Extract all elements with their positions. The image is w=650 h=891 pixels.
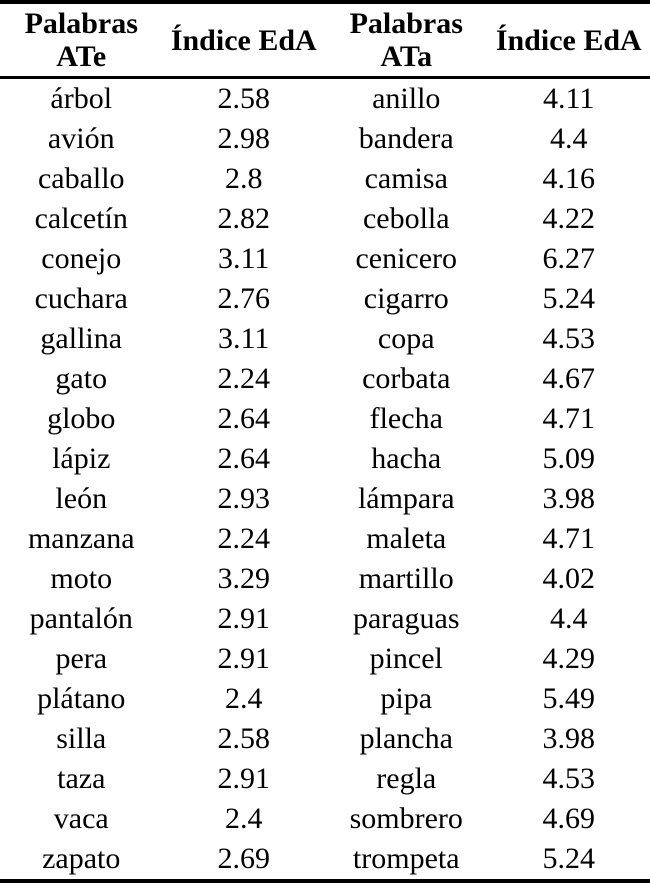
table-row bbox=[0, 639, 650, 679]
index-cell: 4.71 bbox=[542, 402, 595, 435]
index-cell: 4.02 bbox=[542, 562, 595, 595]
word-cell: martillo bbox=[358, 562, 454, 595]
index-cell: 2.58 bbox=[217, 722, 270, 755]
word-cell: trompeta bbox=[352, 842, 460, 875]
col-header-palabras-ate-line: Palabras bbox=[24, 7, 138, 40]
col-header-indice-eda-right-line: Índice EdA bbox=[495, 23, 642, 57]
word-cell: pincel bbox=[369, 642, 443, 675]
word-cell: pipa bbox=[380, 682, 433, 715]
index-cell: 4.67 bbox=[542, 362, 595, 395]
index-cell: 2.58 bbox=[217, 82, 270, 115]
table-row bbox=[0, 479, 650, 519]
table-row bbox=[0, 839, 650, 881]
word-cell: cuchara bbox=[34, 282, 128, 315]
col-header-indice-eda-right bbox=[488, 2, 650, 78]
index-cell: 2.91 bbox=[217, 602, 270, 635]
col-header-palabras-ate-line: ATe bbox=[56, 40, 107, 73]
index-cell: 2.4 bbox=[225, 802, 263, 835]
word-cell: corbata bbox=[362, 362, 451, 395]
index-cell: 5.24 bbox=[542, 282, 595, 315]
index-cell: 2.69 bbox=[217, 842, 270, 875]
word-cell: gato bbox=[55, 362, 108, 395]
index-cell: 2.91 bbox=[217, 642, 270, 675]
table-row bbox=[0, 78, 650, 120]
table-row bbox=[0, 679, 650, 719]
index-cell: 2.76 bbox=[217, 282, 270, 315]
word-cell: conejo bbox=[41, 242, 122, 275]
index-cell: 2.64 bbox=[217, 402, 270, 435]
word-cell: regla bbox=[376, 762, 437, 795]
col-header-indice-eda-left bbox=[163, 2, 326, 78]
word-cell: moto bbox=[50, 562, 113, 595]
index-cell: 3.11 bbox=[218, 242, 270, 275]
index-cell: 4.4 bbox=[550, 602, 588, 635]
index-cell: 4.69 bbox=[542, 802, 595, 835]
index-cell: 4.53 bbox=[542, 762, 595, 795]
table-row bbox=[0, 159, 650, 199]
word-cell: anillo bbox=[372, 82, 441, 115]
index-cell: 4.53 bbox=[542, 322, 595, 355]
word-cell: caballo bbox=[37, 162, 125, 195]
word-cell: plátano bbox=[37, 682, 126, 715]
table-row bbox=[0, 279, 650, 319]
index-cell: 2.4 bbox=[225, 682, 263, 715]
index-cell: 4.22 bbox=[542, 202, 595, 235]
word-cell: copa bbox=[377, 322, 435, 355]
table-row bbox=[0, 559, 650, 599]
word-cell: camisa bbox=[364, 162, 448, 195]
word-cell: silla bbox=[56, 722, 107, 755]
word-cell: pera bbox=[55, 642, 108, 675]
index-cell: 2.93 bbox=[217, 482, 270, 515]
table-row bbox=[0, 799, 650, 839]
index-cell: 5.09 bbox=[542, 442, 595, 475]
word-cell: taza bbox=[57, 762, 106, 795]
table-row bbox=[0, 119, 650, 159]
table-header bbox=[0, 2, 650, 78]
index-cell: 2.24 bbox=[217, 522, 270, 555]
index-cell: 4.71 bbox=[542, 522, 595, 555]
col-header-palabras-ata-line: Palabras bbox=[349, 7, 463, 40]
index-cell: 4.4 bbox=[550, 122, 588, 155]
col-header-indice-eda-left-line: Índice EdA bbox=[170, 23, 317, 57]
word-cell: hacha bbox=[371, 442, 442, 475]
table-body bbox=[0, 78, 650, 882]
col-header-palabras-ata-line: ATa bbox=[380, 40, 433, 73]
word-cell: globo bbox=[47, 402, 116, 435]
word-cell: lámpara bbox=[357, 482, 455, 515]
word-cell: gallina bbox=[40, 322, 123, 355]
header-row bbox=[0, 2, 650, 78]
word-cell: bandera bbox=[358, 122, 454, 155]
word-cell: león bbox=[55, 482, 108, 515]
word-cell: pantalón bbox=[29, 602, 133, 635]
word-cell: manzana bbox=[27, 522, 135, 555]
table-row bbox=[0, 239, 650, 279]
word-cell: maleta bbox=[366, 522, 447, 555]
table-row bbox=[0, 399, 650, 439]
table-row bbox=[0, 359, 650, 399]
word-cell: vaca bbox=[53, 802, 109, 835]
table-row bbox=[0, 719, 650, 759]
col-header-palabras-ate bbox=[0, 2, 163, 78]
table-row bbox=[0, 199, 650, 239]
col-header-palabras-ata bbox=[325, 2, 488, 78]
word-cell: zapato bbox=[42, 842, 121, 875]
table-row bbox=[0, 439, 650, 479]
word-cell: plancha bbox=[359, 722, 453, 755]
table-row bbox=[0, 319, 650, 359]
word-cell: cigarro bbox=[363, 282, 449, 315]
index-cell: 4.29 bbox=[542, 642, 595, 675]
index-cell: 5.24 bbox=[542, 842, 595, 875]
index-cell: 2.24 bbox=[217, 362, 270, 395]
word-cell: cebolla bbox=[362, 202, 450, 235]
table-row bbox=[0, 599, 650, 639]
word-cell: flecha bbox=[369, 402, 443, 435]
index-cell: 6.27 bbox=[542, 242, 595, 275]
index-cell: 3.98 bbox=[542, 482, 595, 515]
index-cell: 2.64 bbox=[217, 442, 270, 475]
word-cell: árbol bbox=[50, 82, 113, 115]
index-cell: 2.98 bbox=[217, 122, 270, 155]
word-cell: lápiz bbox=[52, 442, 111, 475]
table-row bbox=[0, 519, 650, 559]
index-cell: 3.11 bbox=[218, 322, 270, 355]
index-cell: 3.98 bbox=[542, 722, 595, 755]
word-cell: avión bbox=[47, 122, 115, 155]
word-cell: cenicero bbox=[355, 242, 458, 275]
word-cell: calcetín bbox=[34, 202, 128, 235]
word-cell: paraguas bbox=[352, 602, 460, 635]
table-row bbox=[0, 759, 650, 799]
index-cell: 2.82 bbox=[217, 202, 270, 235]
index-cell: 4.16 bbox=[542, 162, 595, 195]
index-cell: 4.11 bbox=[543, 82, 595, 115]
index-cell: 2.8 bbox=[225, 162, 263, 195]
word-cell: sombrero bbox=[349, 802, 463, 835]
index-cell: 5.49 bbox=[542, 682, 595, 715]
index-cell: 2.91 bbox=[217, 762, 270, 795]
index-cell: 3.29 bbox=[217, 562, 270, 595]
